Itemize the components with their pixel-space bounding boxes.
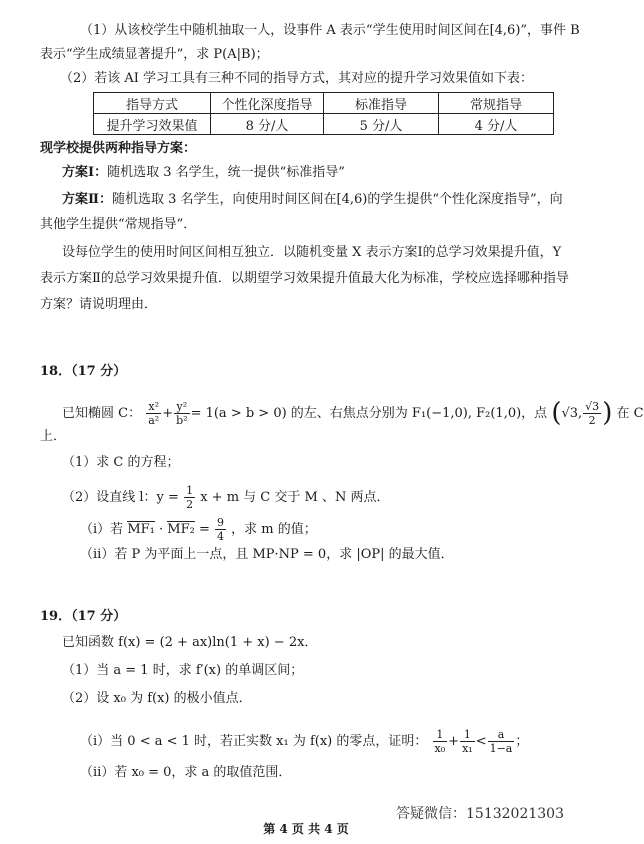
fraction: $\frac{9}{4}$: [216, 516, 224, 543]
q19-stem: 已知函数 f(x) = (2 + ax)ln(1 + x) − 2x．: [62, 635, 318, 650]
table-row: [94, 114, 554, 135]
q18-part2i-a: （i）若: [80, 522, 124, 537]
table-header-row: [94, 93, 554, 114]
q19-number: 19．（17 分）: [40, 609, 127, 624]
q19-part2i: （i）当 0 < a < 1 时，若正实数 x₁ 为 f(x) 的零点，证明： $\frac{1}{\text{x₀}}$ + $\frac{1}{\text{x₁}}$ < $\frac{a}{1-a}$ ；: [80, 728, 529, 755]
plans-intro: 现学校提供两种指导方案：: [40, 141, 197, 156]
fraction: $\frac{√3}{2}$: [585, 400, 600, 427]
q18-part2-a: （2）设直线 l：y =: [62, 490, 179, 505]
table-cell: 标准指导: [324, 93, 439, 114]
fraction: $\frac{\text{y²}}{\text{b²}}$: [176, 400, 188, 427]
q18-stem-b: (a > b > 0) 的左、右焦点分别为 F₁(−1,0), F₂(1,0)，点: [213, 406, 548, 421]
q18-stem: 已知椭圆 C： $\frac{\text{x²}}{\text{a²}}$ + $\frac{\text{y²}}{\text{b²}}$ = 1(a > b > 0) 的左、右焦点分别为 F₁(−1,0), F₂(1,0)，点 (√3, $\frac{√3}{2}$ ) 在 C: [62, 398, 644, 428]
fraction: $\frac{a}{1-a}$: [489, 728, 513, 755]
q19-part2: （2）设 x₀ 为 f(x) 的极小值点．: [62, 691, 252, 706]
q18-stem-a: 已知椭圆 C：: [62, 406, 142, 421]
q17-para3: 方案？请说明理由．: [40, 297, 158, 312]
plan2: [62, 191, 563, 209]
plan1-text: 随机选取 3 名学生，统一提供“标准指导”: [107, 165, 345, 180]
plan1-label: 方案Ⅰ：: [62, 165, 108, 180]
plan2-label: 方案Ⅱ：: [62, 192, 112, 207]
plan2-text-cont: 其他学生提供“常规指导”．: [40, 217, 197, 232]
q17-para1: 设每位学生的使用时间区间相互独立．以随机变量 X 表示方案Ⅰ的总学习效果提升值，Y: [62, 245, 562, 260]
table-cell: 常规指导: [439, 93, 554, 114]
table-cell: 5 分/人: [324, 114, 439, 135]
q18-stem-d: 上．: [40, 429, 67, 444]
q17-part2-intro: （2）若该 AI 学习工具有三种不同的指导方式，其对应的提升学习效果值如下表：: [60, 71, 534, 86]
q18-number: 18．（17 分）: [40, 364, 127, 379]
q18-part2-b: x + m 与 C 交于 M 、N 两点．: [200, 490, 390, 505]
q18-part2i-b: ，求 m 的值；: [231, 522, 317, 537]
table-cell: 个性化深度指导: [211, 93, 324, 114]
page-footer: 第 4 页 共 4 页: [263, 822, 349, 836]
wechat-contact: 答疑微信：15132021303: [396, 806, 564, 822]
fraction: $\frac{1}{2}$: [186, 484, 194, 511]
plan2-text: 随机选取 3 名学生，向使用时间区间在[4,6)的学生提供“个性化深度指导”，向: [111, 192, 563, 207]
q18-part1: （1）求 C 的方程；: [62, 455, 180, 470]
fraction: $\frac{\text{x²}}{\text{a²}}$: [148, 400, 160, 427]
q18-part2ii: （ii）若 P 为平面上一点，且 MP·NP = 0，求 |OP| 的最大值．: [80, 547, 454, 562]
fraction: $\frac{1}{\text{x₁}}$: [462, 728, 473, 755]
q19-part2i-a: （i）当 0 < a < 1 时，若正实数 x₁ 为 f(x) 的零点，证明：: [80, 734, 428, 749]
fraction: $\frac{1}{\text{x₀}}$: [434, 728, 446, 755]
q18-stem-c: 在 C: [616, 406, 644, 421]
q17-para2: 表示方案Ⅱ的总学习效果提升值．以期望学习效果提升值最大化为标准，学校应选择哪种指导: [40, 271, 569, 286]
plan1: [62, 164, 345, 182]
q18-part2: [62, 484, 389, 511]
effect-table: [93, 92, 554, 135]
q17-part1-line1: （1）从该校学生中随机抽取一人，设事件 A 表示“学生使用时间区间在[4,6)”，事件 B: [80, 23, 580, 38]
q19-part2ii: （ii）若 x₀ = 0，求 a 的取值范围．: [80, 765, 292, 780]
table-cell: 8 分/人: [211, 114, 324, 135]
q19-part1: （1）当 a = 1 时，求 f′(x) 的单调区间；: [62, 663, 304, 678]
q18-part2i: （i）若 MF₁ · MF₂ = $\frac{9}{4}$ ，求 m 的值；: [80, 516, 317, 543]
table-cell: 提升学习效果值: [94, 114, 211, 135]
table-cell: 指导方式: [94, 93, 211, 114]
table-cell: 4 分/人: [439, 114, 554, 135]
q17-part1-line2: 表示“学生成绩显著提升”，求 P(A|B)；: [40, 47, 269, 62]
